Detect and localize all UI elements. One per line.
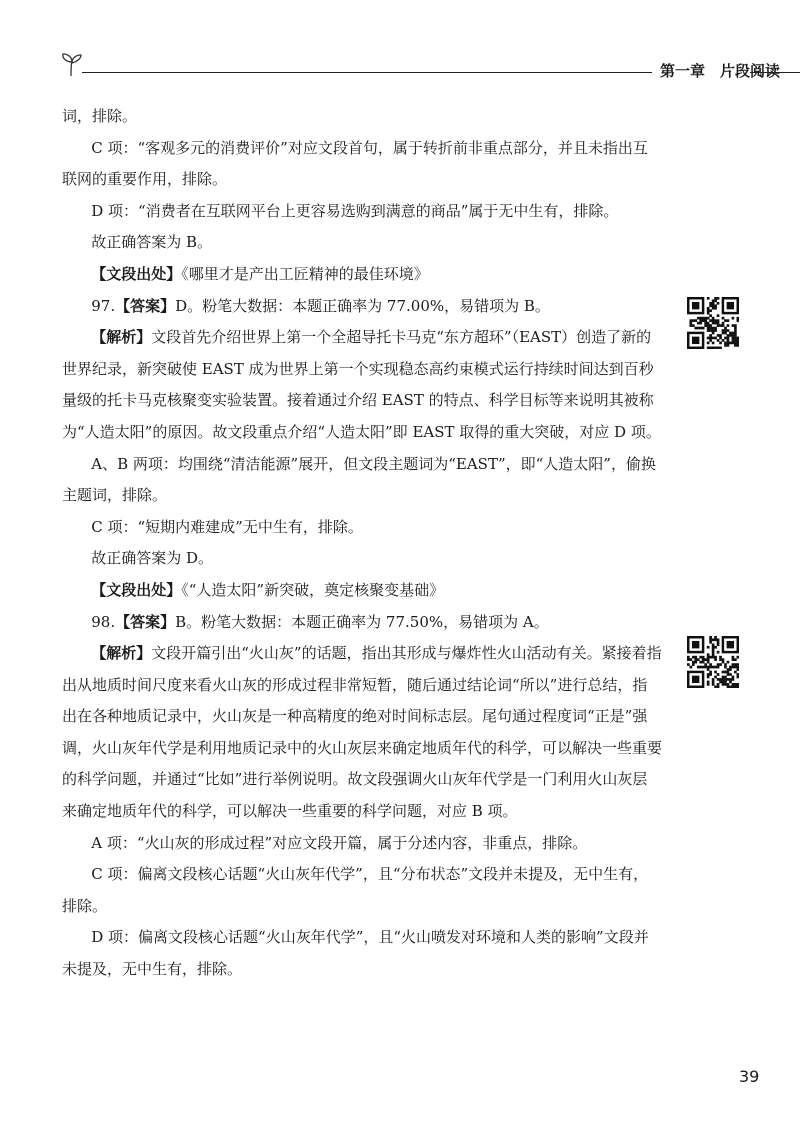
paragraph	[62, 259, 662, 291]
paragraph-text: 《哪里才是产出工匠精神的最佳环境》	[181, 264, 429, 283]
paragraph-text: D 项：“消费者在互联网平台上更容易选购到满意的商品”属于无中生有，排除。	[91, 201, 619, 220]
question-number: 98.	[91, 612, 116, 631]
paragraph-text: A 项：“火山灰的形成过程”对应文段开篇，属于分述内容，非重点，排除。	[91, 833, 588, 852]
header-rule-right	[750, 72, 800, 73]
paragraph	[62, 828, 662, 860]
paragraph	[62, 922, 662, 985]
paragraph-text: A、B 两项：均围绕“清洁能源”展开，但文段主题词为“EAST”，即“人造太阳”，偷换主题词，排除。	[62, 454, 656, 505]
paragraph	[62, 512, 662, 544]
paragraph-text: 词，排除。	[62, 107, 138, 125]
section-tag: 【解析】	[91, 328, 152, 347]
section-tag: 【解析】	[91, 644, 152, 663]
paragraph	[62, 449, 662, 512]
paragraph-text: D 项：偏离文段核心话题“火山灰年代学”，且“火山喷发对环境和人类的影响”文段并未提及，无中生有，排除。	[62, 928, 649, 979]
question-number: 97.	[91, 296, 116, 315]
paragraph	[62, 859, 662, 922]
paragraph-text: C 项：偏离文段核心话题“火山灰年代学”，且“分布状态”文段并未提及，无中生有，排除。	[62, 865, 649, 915]
paragraph	[62, 196, 662, 228]
paragraph	[62, 101, 662, 133]
qr-code-icon[interactable]	[687, 636, 739, 688]
paragraph-text: 文段开篇引出“火山灰”的话题，指出其形成与爆炸性火山活动有关。紧接着指出从地质时间尺度来看火山灰的形成过程非常短暂，随后通过结论词“所以”进行总结，指出在各种地质记录中，火山灰是一种高精度的绝对时间标志层。尾句通过程度词“正是”强调，火山灰年代学是利用地质记录中的火山灰层来确定地质年代的科学，可以解决一些重要的科学问题，并通过“比如”进行举例说明。故文段强调火山灰年代学是一门利用火山灰层来确定地质年代的科学，可以解决一些重要的科学问题，对应 B 项。	[62, 644, 663, 821]
page-number: 39	[739, 1067, 760, 1086]
paragraph-text: 故正确答案为 B。	[91, 233, 213, 252]
paragraph	[62, 543, 662, 575]
page-header	[60, 52, 781, 88]
section-tag: 【答案】	[115, 612, 176, 631]
paragraph	[62, 133, 662, 196]
paragraph-text: C 项：“客观多元的消费评价”对应文段首句，属于转折前非重点部分，并且未指出互联网的重要作用，排除。	[62, 138, 648, 189]
leaf-ornament-icon	[60, 52, 84, 78]
paragraph-text: 故正确答案为 D。	[91, 549, 214, 568]
paragraph-text: C 项：“短期内难建成”无中生有，排除。	[91, 517, 363, 536]
section-tag: 【文段出处】	[91, 580, 182, 599]
page-content	[62, 101, 662, 986]
section-tag: 【文段出处】	[91, 264, 182, 283]
section-tag: 【答案】	[115, 296, 176, 315]
chapter-title: 第一章 片段阅读	[660, 62, 781, 80]
paragraph	[62, 322, 662, 448]
paragraph-text: D。粉笔大数据：本题正确率为 77.00%，易错项为 B。	[175, 296, 550, 315]
paragraph	[62, 291, 662, 323]
paragraph-text: 文段首先介绍世界上第一个全超导托卡马克“东方超环”（EAST）创造了新的世界纪录，新突破使 EAST 成为世界上第一个实现稳态高约束模式运行持续时间达到百秒量级的托卡马克核聚变实验装置。接着通过介绍 EAST 的特点、科学目标等来说明其被称为“人造太阳”的原因。故文段重点介绍“人造太阳”即 EAST 取得的重大突破，对应 D 项。	[62, 328, 661, 441]
paragraph	[62, 575, 662, 607]
paragraph	[62, 638, 662, 828]
paragraph-text: 《“人造太阳”新突破，奠定核聚变基础》	[181, 580, 445, 599]
paragraph-text: B。粉笔大数据：本题正确率为 77.50%，易错项为 A。	[175, 612, 549, 631]
qr-code-icon[interactable]	[687, 297, 739, 349]
paragraph	[62, 607, 662, 639]
header-rule-left	[82, 72, 652, 73]
paragraph	[62, 227, 662, 259]
